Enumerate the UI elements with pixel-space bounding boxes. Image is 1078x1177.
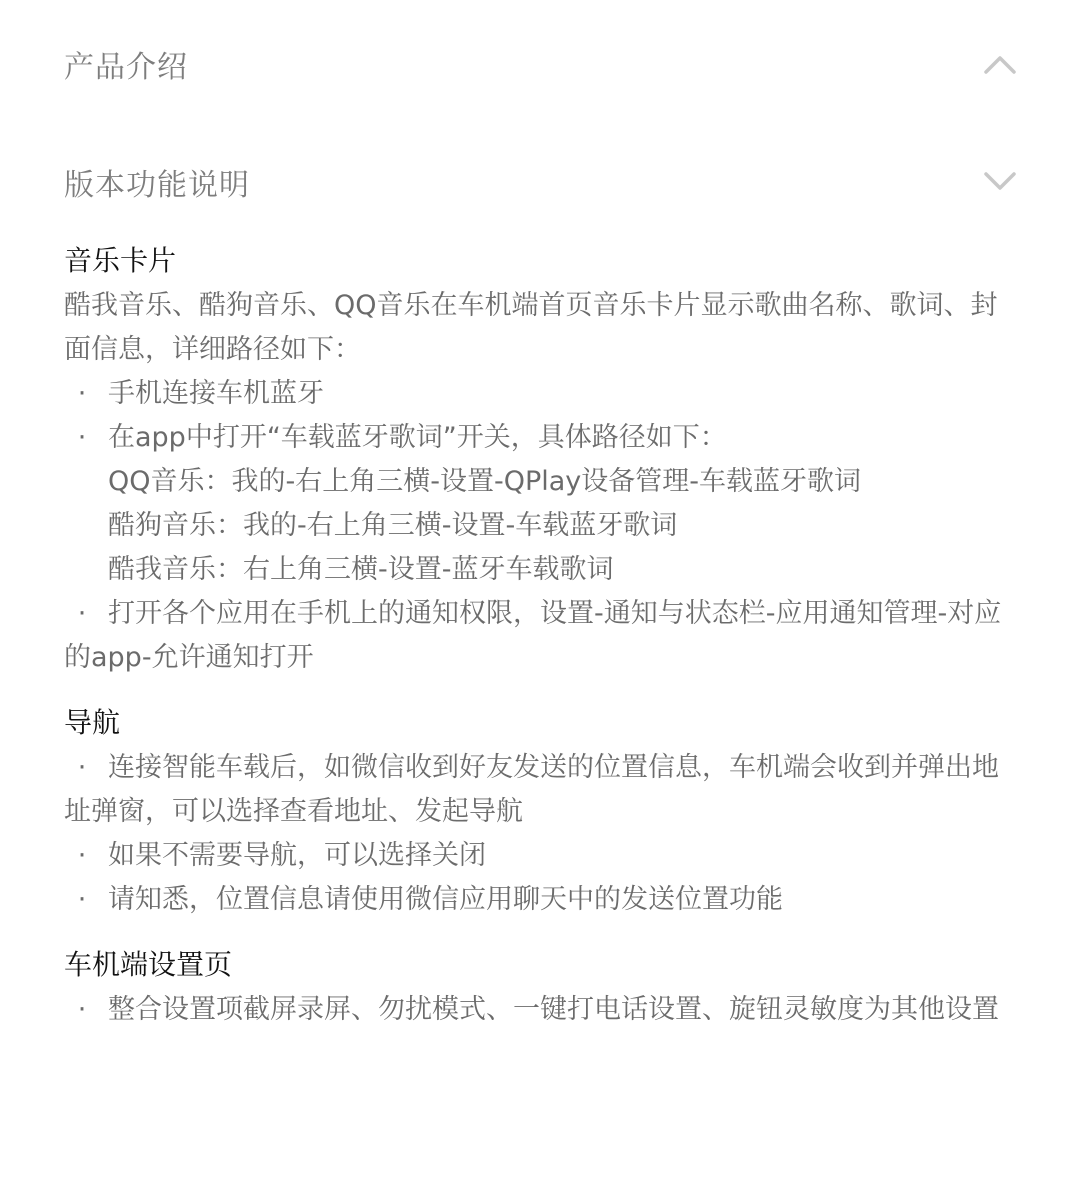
- product-intro-header[interactable]: [64, 34, 1018, 94]
- product-intro-title: 产品介绍: [64, 50, 188, 85]
- list-item-text: 请知悉，位置信息请使用微信应用聊天中的发送位置功能: [108, 884, 783, 915]
- list-item-text: 整合设置项截屏录屏、勿扰模式、一键打电话设置、旋钮灵敏度为其他设置: [108, 994, 999, 1025]
- list-item: [64, 878, 1024, 922]
- bullet-dot: ·: [77, 752, 87, 783]
- path-line: 酷狗音乐：我的-右上角三横-设置-车载蓝牙歌词: [108, 510, 678, 541]
- list-item-text: 如果不需要导航，可以选择关闭: [108, 840, 486, 871]
- bullet-dot: ·: [77, 422, 87, 453]
- list-item-text: 打开各个应用在手机上的通知权限，设置-通知与状态栏-应用通知管理-对应的app-允许通知打开: [64, 598, 1002, 673]
- music-card-intro: 酷我音乐、酷狗音乐、QQ音乐在车机端首页音乐卡片显示歌曲名称、歌词、封面信息，详细路径如下：: [64, 290, 998, 365]
- version-notes-header[interactable]: [64, 152, 1018, 212]
- list-item: [64, 834, 1024, 878]
- list-item-text: 手机连接车机蓝牙: [108, 378, 324, 409]
- car-settings-title: 车机端设置页: [64, 948, 233, 981]
- list-item-text: 在app中打开“车载蓝牙歌词”开关，具体路径如下：: [108, 422, 727, 453]
- list-item: [64, 416, 1024, 460]
- bullet-dot: ·: [77, 598, 87, 629]
- bullet-dot: ·: [77, 884, 87, 915]
- chevron-down-icon[interactable]: [982, 164, 1018, 200]
- chevron-up-icon[interactable]: [982, 46, 1018, 82]
- path-line: QQ音乐：我的-右上角三横-设置-QPlay设备管理-车载蓝牙歌词: [108, 466, 862, 497]
- music-card-title: 音乐卡片: [64, 244, 177, 277]
- list-item: [64, 988, 1024, 1032]
- list-item: [64, 372, 1024, 416]
- version-notes-content: [64, 238, 1024, 1032]
- path-line: 酷我音乐：右上角三横-设置-蓝牙车载歌词: [108, 554, 614, 585]
- bullet-dot: ·: [77, 994, 87, 1025]
- navigation-title: 导航: [64, 706, 121, 739]
- version-notes-title: 版本功能说明: [64, 168, 250, 203]
- bullet-dot: ·: [77, 840, 87, 871]
- list-item: [64, 746, 1024, 834]
- bullet-dot: ·: [77, 378, 87, 409]
- list-item: [64, 592, 1024, 680]
- list-item-text: 连接智能车载后，如微信收到好友发送的位置信息，车机端会收到并弹出地址弹窗，可以选择查看地址、发起导航: [64, 752, 999, 827]
